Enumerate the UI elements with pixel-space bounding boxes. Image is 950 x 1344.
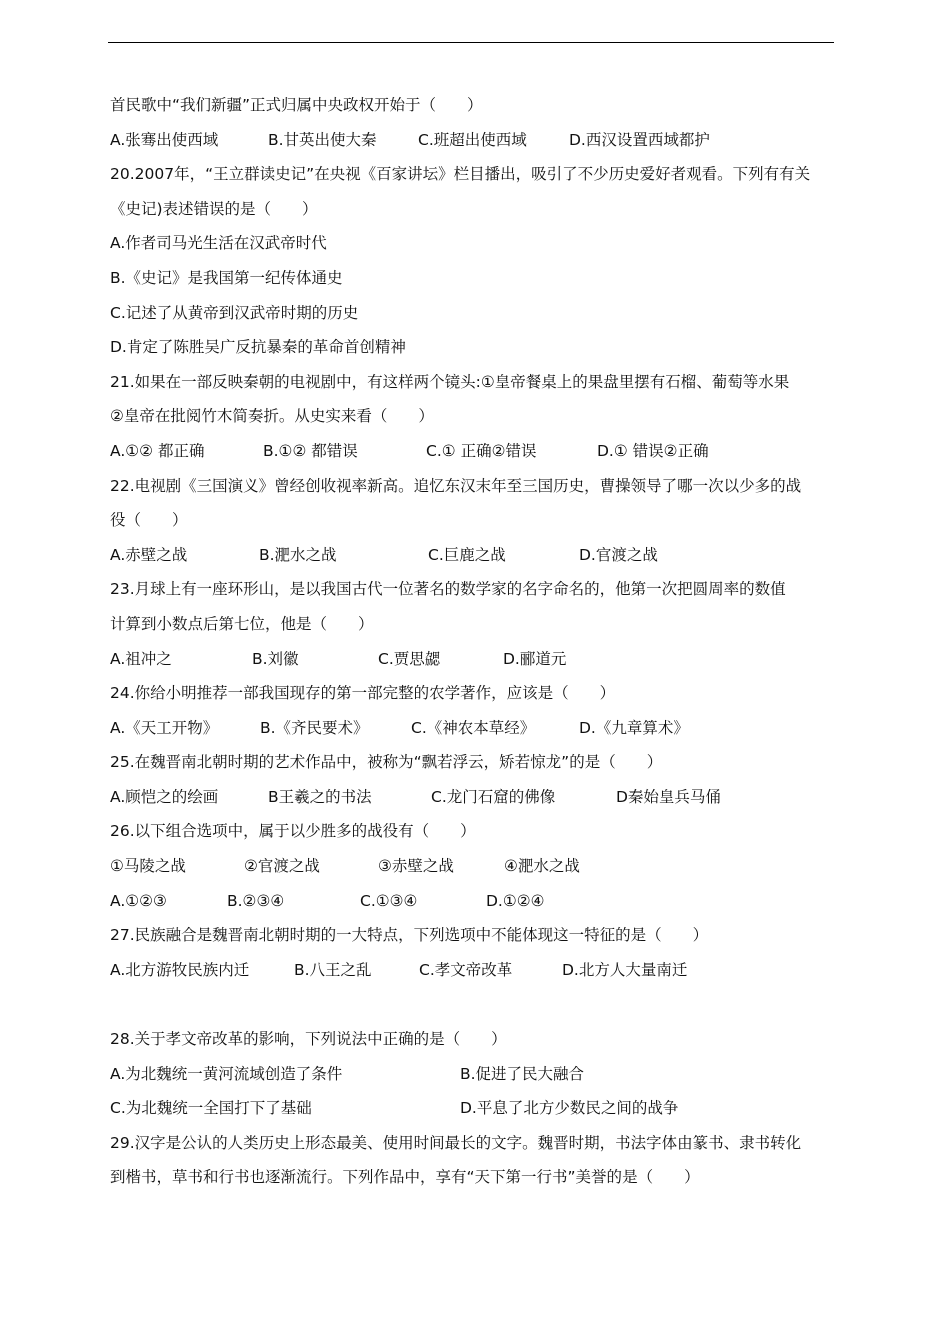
option-c: C.巨鹿之战 [428,545,506,564]
option-d: D.肯定了陈胜吴广反抗暴秦的革命首创精神 [110,338,406,357]
option-d: D.郦道元 [503,649,567,668]
option-b: B.淝水之战 [259,545,337,564]
option-c: C.① 正确②错误 [426,441,537,460]
option-row [110,123,845,158]
option-c: C.为北魏统一全国打下了基础 [110,1099,312,1118]
option-d: D.北方人大量南迁 [562,960,688,979]
option-row [110,642,845,677]
option-b: B.促进了民大融合 [460,1064,585,1083]
option-row [110,884,845,919]
option-d: D.① 错误②正确 [597,441,709,460]
question-stem: 29.汉字是公认的人类历史上形态最美、使用时间最长的文字。魏晋时期，书法字体由篆书、隶书转化 [110,1133,802,1152]
option-b: B.②③④ [227,891,285,910]
question-stem: 25.在魏晋南北朝时期的艺术作品中，被称为“飘若浮云，矫若惊龙”的是（ ） [110,753,663,772]
item-row [110,849,845,884]
question-stem: 《史记)表述错误的是（ ） [110,199,318,218]
question-stem: 20.2007年，“王立群读史记”在央视《百家讲坛》栏目播出，吸引了不少历史爱好者观看。下列有有关 [110,165,811,184]
option-c: C.贾思勰 [378,649,441,668]
option-c: C.孝文帝改革 [419,960,513,979]
option-d: D.①②④ [486,891,545,910]
option-b: B王羲之的书法 [268,787,372,806]
question-stem: 22.电视剧《三国演义》曾经创收视率新高。追忆东汉末年至三国历史，曹操领导了哪一次以少多的战 [110,476,802,495]
question-stem: 26.以下组合选项中，属于以少胜多的战役有（ ） [110,822,476,841]
item-1: ①马陵之战 [110,857,186,876]
option-b: B.《史记》是我国第一纪传体通史 [110,268,343,287]
question-stem: 到楷书，草书和行书也逐渐流行。下列作品中，享有“天下第一行书”美誉的是（ ） [110,1168,700,1187]
option-d: D秦始皇兵马俑 [616,787,721,806]
option-row [110,1091,845,1126]
option-b: B.①② 都错误 [263,441,358,460]
option-a: A.张骞出使西域 [110,130,219,149]
option-c: C.①③④ [360,891,418,910]
option-a: A.北方游牧民族内迁 [110,960,250,979]
header-rule [108,42,834,43]
option-row [110,538,845,573]
option-d: D.平息了北方少数民之间的战争 [460,1099,679,1118]
option-a: A.①②③ [110,891,167,910]
option-row [110,1057,845,1092]
option-c: C.《神农本草经》 [411,718,536,737]
question-stem: 21.如果在一部反映秦朝的电视剧中，有这样两个镜头:①皇帝餐桌上的果盘里摆有石榴、葡萄等水果 [110,372,790,391]
question-stem: 27.民族融合是魏晋南北朝时期的一大特点，下列选项中不能体现这一特征的是（ ） [110,926,709,945]
option-a: A.作者司马光生活在汉武帝时代 [110,234,327,253]
option-a: A.《天工开物》 [110,718,219,737]
spacer [110,987,845,1022]
option-c: C.班超出使西域 [418,130,527,149]
option-c: C.龙门石窟的佛像 [431,787,556,806]
question-stem: 28.关于孝文帝改革的影响，下列说法中正确的是（ ） [110,1030,507,1049]
exam-content [110,88,845,1195]
option-a: A.①② 都正确 [110,441,205,460]
option-a: A.顾恺之的绘画 [110,787,219,806]
option-row [110,780,845,815]
option-a: A.赤壁之战 [110,545,188,564]
option-b: B.《齐民要术》 [260,718,369,737]
option-d: D.西汉设置西域都护 [569,130,710,149]
item-4: ④淝水之战 [504,857,580,876]
question-stem: 24.你给小明推荐一部我国现存的第一部完整的农学著作，应该是（ ） [110,684,616,703]
option-row [110,434,845,469]
option-b: B.甘英出使大秦 [268,130,377,149]
option-a: A.为北魏统一黄河流域创造了条件 [110,1064,343,1083]
option-b: B.八王之乱 [294,960,372,979]
question-stem: ②皇帝在批阅竹木简奏折。从史实来看（ ） [110,407,434,426]
option-d: D.官渡之战 [579,545,658,564]
option-c: C.记述了从黄帝到汉武帝时期的历史 [110,303,359,322]
question-stem: 役（ ） [110,511,188,530]
question-stem: 计算到小数点后第七位，他是（ ） [110,614,374,633]
item-3: ③赤壁之战 [378,857,454,876]
option-row [110,711,845,746]
option-a: A.祖冲之 [110,649,172,668]
question-stem: 23.月球上有一座环形山，是以我国古代一位著名的数学家的名字命名的，他第一次把圆周率的数值 [110,580,786,599]
item-2: ②官渡之战 [244,857,320,876]
question-stem: 首民歌中“我们新疆”正式归属中央政权开始于（ ） [110,96,483,114]
option-row [110,953,845,988]
option-b: B.刘徽 [252,649,299,668]
option-d: D.《九章算术》 [579,718,689,737]
